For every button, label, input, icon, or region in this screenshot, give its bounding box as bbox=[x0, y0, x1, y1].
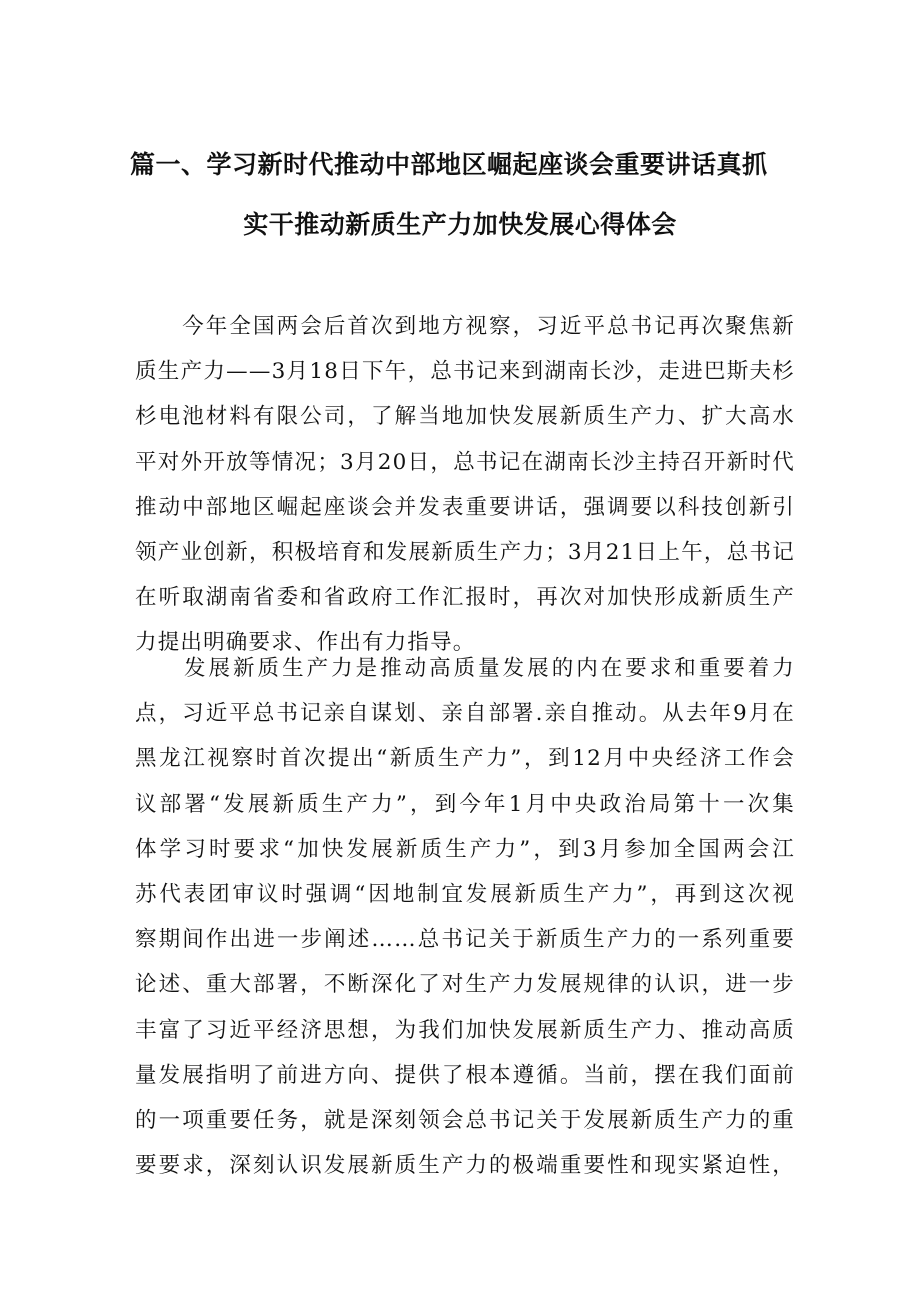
paragraph-line: 发展新质生产力是推动高质量发展的内在要求和重要着力 bbox=[135, 656, 795, 681]
paragraph-line: 议部署“发展新质生产力”，到今年1月中央政治局第十一次集 bbox=[135, 791, 795, 817]
paragraph-line: 丰富了习近平经济思想，为我们加快发展新质生产力、推动高质 bbox=[135, 1017, 795, 1043]
paragraph-line: 点，习近平总书记亲自谋划、亲自部署.亲自推动。从去年9月在 bbox=[135, 701, 795, 727]
paragraph-line: 的一项重要任务，就是深刻领会总书记关于发展新质生产力的重 bbox=[135, 1107, 795, 1133]
document-title-line-2: 实干推动新质生产力加快发展心得体会 bbox=[243, 210, 677, 239]
paragraph-line: 在听取湖南省委和省政府工作汇报时，再次对加快形成新质生产 bbox=[135, 585, 795, 611]
paragraph-line: 体学习时要求“加快发展新质生产力”，到3月参加全国两会江 bbox=[135, 836, 795, 862]
paragraph-line: 杉电池材料有限公司，了解当地加快发展新质生产力、扩大高水 bbox=[135, 404, 795, 430]
paragraph-line: 察期间作出进一步阐述……总书记关于新质生产力的一系列重要 bbox=[135, 927, 795, 953]
paragraph-line: 力提出明确要求、作出有力指导。 bbox=[135, 630, 476, 656]
paragraph-line: 苏代表团审议时强调“因地制宜发展新质生产力”，再到这次视 bbox=[135, 881, 795, 907]
paragraph-line: 质生产力——3月18日下午，总书记来到湖南长沙，走进巴斯夫杉 bbox=[135, 359, 795, 385]
paragraph-line: 黑龙江视察时首次提出“新质生产力”，到12月中央经济工作会 bbox=[135, 746, 795, 772]
paragraph-2 bbox=[135, 646, 795, 1188]
paragraph-line: 今年全国两会后首次到地方视察，习近平总书记再次聚焦新 bbox=[135, 314, 795, 339]
paragraph-line: 平对外开放等情况；3月20日，总书记在湖南长沙主持召开新时代 bbox=[135, 449, 795, 475]
paragraph-1 bbox=[135, 304, 795, 666]
paragraph-line: 要要求，深刻认识发展新质生产力的极端重要性和现实紧迫性， bbox=[135, 1153, 795, 1179]
paragraph-line: 推动中部地区崛起座谈会并发表重要讲话，强调要以科技创新引 bbox=[135, 494, 795, 520]
paragraph-line: 论述、重大部署，不断深化了对生产力发展规律的认识，进一步 bbox=[135, 972, 795, 998]
paragraph-line: 领产业创新，积极培育和发展新质生产力；3月21日上午，总书记 bbox=[135, 539, 795, 565]
document-title-line-1: 篇一、学习新时代推动中部地区崛起座谈会重要讲话真抓 bbox=[130, 150, 768, 179]
paragraph-line: 量发展指明了前进方向、提供了根本遵循。当前，摆在我们面前 bbox=[135, 1062, 795, 1088]
